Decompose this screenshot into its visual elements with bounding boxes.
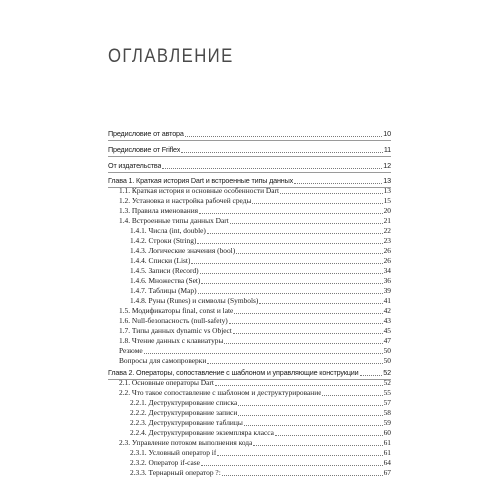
- toc-entry: [108, 428, 391, 438]
- toc-entry-page-number: 23: [383, 236, 391, 245]
- toc-entry-title: 2.2.2. Деструктурирование записи: [130, 408, 238, 417]
- toc-entry-page-number: 13: [383, 186, 391, 195]
- toc-entry: [108, 246, 391, 256]
- dot-leader: [236, 252, 382, 254]
- dot-leader: [207, 362, 382, 364]
- toc-entry-page-number: 57: [383, 398, 391, 407]
- dot-leader: [229, 322, 383, 324]
- toc-entry-title: 1.4.4. Списки (List): [130, 256, 191, 265]
- dot-leader: [200, 272, 383, 274]
- toc-entry-title: 2.3. Управление потоком выполнения кода: [119, 438, 253, 447]
- toc-entry: [108, 378, 391, 388]
- toc-entry: [108, 326, 391, 336]
- toc-entry: [108, 398, 391, 408]
- toc-section-entry: [108, 145, 391, 155]
- toc-entry-page-number: 22: [383, 226, 391, 235]
- toc-entry-page-number: 36: [383, 276, 391, 285]
- toc-entry-page-number: 52: [383, 378, 391, 387]
- dot-leader: [199, 212, 383, 214]
- dot-leader: [234, 312, 382, 314]
- toc-entry-page-number: 61: [383, 448, 391, 457]
- toc-entry-page-number: 39: [383, 286, 391, 295]
- toc-entry-title: 1.7. Типы данных dynamic vs Object: [119, 326, 232, 335]
- toc-entry: [108, 458, 391, 468]
- toc-entry-title: 1.8. Чтение данных с клавиатуры: [119, 336, 224, 345]
- toc-entry-page-number: 15: [383, 196, 391, 205]
- toc-entry: [108, 438, 391, 448]
- dot-leader: [144, 352, 383, 354]
- toc-entry-page-number: 58: [383, 408, 391, 417]
- dot-leader: [230, 222, 383, 224]
- toc-entry-page-number: 47: [383, 336, 391, 345]
- toc-entry-title: Глава 2. Операторы, сопоставление с шаблоном и управляющие конструкции: [108, 368, 359, 377]
- toc-entry-title: Предисловие от Friflex: [108, 145, 181, 154]
- toc-entry: [108, 296, 391, 306]
- toc-section-entry: [108, 368, 391, 378]
- toc-entry: [108, 316, 391, 326]
- dot-leader: [198, 292, 383, 294]
- toc-entry-title: Резюме: [119, 346, 143, 355]
- toc-entry-title: 2.2.4. Деструктурирование экземпляра класса: [130, 428, 274, 437]
- toc-entry: [108, 388, 391, 398]
- toc-entry-page-number: 61: [383, 438, 391, 447]
- toc-entry-title: 2.3.1. Условный оператор if: [130, 448, 217, 457]
- dot-leader: [360, 374, 383, 376]
- toc-entry-page-number: 50: [383, 356, 391, 365]
- section-divider: [108, 172, 391, 173]
- toc-entry-page-number: 45: [383, 326, 391, 335]
- toc-entry-page-number: 26: [383, 246, 391, 255]
- toc-entry-page-number: 67: [383, 468, 391, 477]
- dot-leader: [322, 394, 382, 396]
- toc-entry-title: 1.4.3. Логические значения (bool): [130, 246, 236, 255]
- toc-entry-title: 1.2. Установка и настройка рабочей среды: [119, 196, 252, 205]
- toc-entry-title: Глава 1. Краткая история Dart и встроенные типы данных: [108, 176, 294, 185]
- toc-entry-page-number: 34: [383, 266, 391, 275]
- toc-entry-title: 2.2. Что такое сопоставление с шаблоном и деструктурирование: [119, 388, 322, 397]
- toc-entry-page-number: 59: [383, 418, 391, 427]
- toc-entry-page-number: 60: [383, 428, 391, 437]
- toc-entry: [108, 468, 391, 478]
- toc-entry-page-number: 10: [383, 129, 391, 138]
- toc-entry: [108, 196, 391, 206]
- toc-entry: [108, 306, 391, 316]
- toc-entry-title: 2.2.3. Деструктурирование таблицы: [130, 418, 243, 427]
- toc-entry: [108, 346, 391, 356]
- toc-entry: [108, 408, 391, 418]
- dot-leader: [259, 302, 382, 304]
- dot-leader: [224, 342, 382, 344]
- dot-leader: [162, 167, 382, 169]
- toc-section-entry: [108, 161, 391, 171]
- toc-entry-page-number: 41: [383, 296, 391, 305]
- dot-leader: [280, 192, 383, 194]
- toc-entry: [108, 216, 391, 226]
- toc-entry: [108, 206, 391, 216]
- toc-entry: [108, 448, 391, 458]
- toc-entry: [108, 276, 391, 286]
- toc-entry-page-number: 12: [383, 161, 391, 170]
- toc-entry-title: 1.3. Правила именования: [119, 206, 199, 215]
- toc-entry: [108, 266, 391, 276]
- toc-entry-title: 2.1. Основные операторы Dart: [119, 378, 214, 387]
- toc-section-entry: [108, 176, 391, 186]
- toc-entry-title: От издательства: [108, 161, 162, 170]
- toc-entry-title: 1.4.5. Записи (Record): [130, 266, 199, 275]
- section-divider: [108, 140, 391, 141]
- toc-entry-title: 1.4.6. Множества (Set): [130, 276, 201, 285]
- toc-entry-title: 2.3.3. Тернарный оператор ?:: [130, 468, 221, 477]
- dot-leader: [215, 384, 383, 386]
- dot-leader: [181, 151, 383, 153]
- toc-entry: [108, 256, 391, 266]
- toc-entry: [108, 418, 391, 428]
- toc-entry-title: 1.4.8. Руны (Runes) и символы (Symbols): [130, 296, 259, 305]
- toc-entry: [108, 336, 391, 346]
- toc-entry-title: Предисловие от автора: [108, 129, 184, 138]
- toc-entry: [108, 356, 391, 366]
- toc-entry: [108, 226, 391, 236]
- dot-leader: [238, 404, 382, 406]
- dot-leader: [185, 135, 383, 137]
- dot-leader: [197, 242, 382, 244]
- dot-leader: [275, 434, 383, 436]
- toc-entry-title: Вопросы для самопроверки: [119, 356, 207, 365]
- toc-entry-page-number: 20: [383, 206, 391, 215]
- toc-entry-title: 1.4.7. Таблицы (Map): [130, 286, 197, 295]
- toc-entry-page-number: 13: [383, 176, 391, 185]
- toc-entry-title: 1.4.2. Строки (String): [130, 236, 197, 245]
- toc-section-entry: [108, 129, 391, 139]
- dot-leader: [201, 282, 382, 284]
- page-title: ОГЛАВЛЕНИЕ: [108, 46, 234, 67]
- toc-entry: [108, 186, 391, 196]
- toc-entry-page-number: 50: [383, 346, 391, 355]
- dot-leader: [252, 202, 382, 204]
- dot-leader: [253, 444, 382, 446]
- dot-leader: [294, 182, 382, 184]
- dot-leader: [244, 424, 383, 426]
- toc-entry: [108, 286, 391, 296]
- toc-entry-page-number: 21: [383, 216, 391, 225]
- toc-entry-page-number: 11: [383, 145, 391, 154]
- toc-entry-title: 2.3.2. Оператор if-case: [130, 458, 200, 467]
- toc-entry-title: 1.6. Null-безопасность (null-safety): [119, 316, 228, 325]
- dot-leader: [233, 332, 383, 334]
- toc-entry-title: 1.5. Модификаторы final, const и late: [119, 306, 234, 315]
- toc-entry-title: 1.1. Краткая история и основные особенности Dart: [119, 186, 280, 195]
- toc-entry-page-number: 55: [383, 388, 391, 397]
- toc-entry-title: 1.4. Встроенные типы данных Dart: [119, 216, 229, 225]
- toc-entry-page-number: 52: [383, 368, 391, 377]
- toc-entry-page-number: 43: [383, 316, 391, 325]
- dot-leader: [207, 232, 383, 234]
- dot-leader: [222, 474, 383, 476]
- toc-entry-page-number: 64: [383, 458, 391, 467]
- toc-entry-page-number: 42: [383, 306, 391, 315]
- toc-entry-title: 1.4.1. Числа (int, double): [130, 226, 206, 235]
- section-divider: [108, 156, 391, 157]
- toc-entry-title: 2.2.1. Деструктурирование списка: [130, 398, 238, 407]
- toc-entry: [108, 236, 391, 246]
- dot-leader: [201, 464, 383, 466]
- dot-leader: [217, 454, 382, 456]
- dot-leader: [238, 414, 382, 416]
- toc-entry-page-number: 26: [383, 256, 391, 265]
- dot-leader: [191, 262, 382, 264]
